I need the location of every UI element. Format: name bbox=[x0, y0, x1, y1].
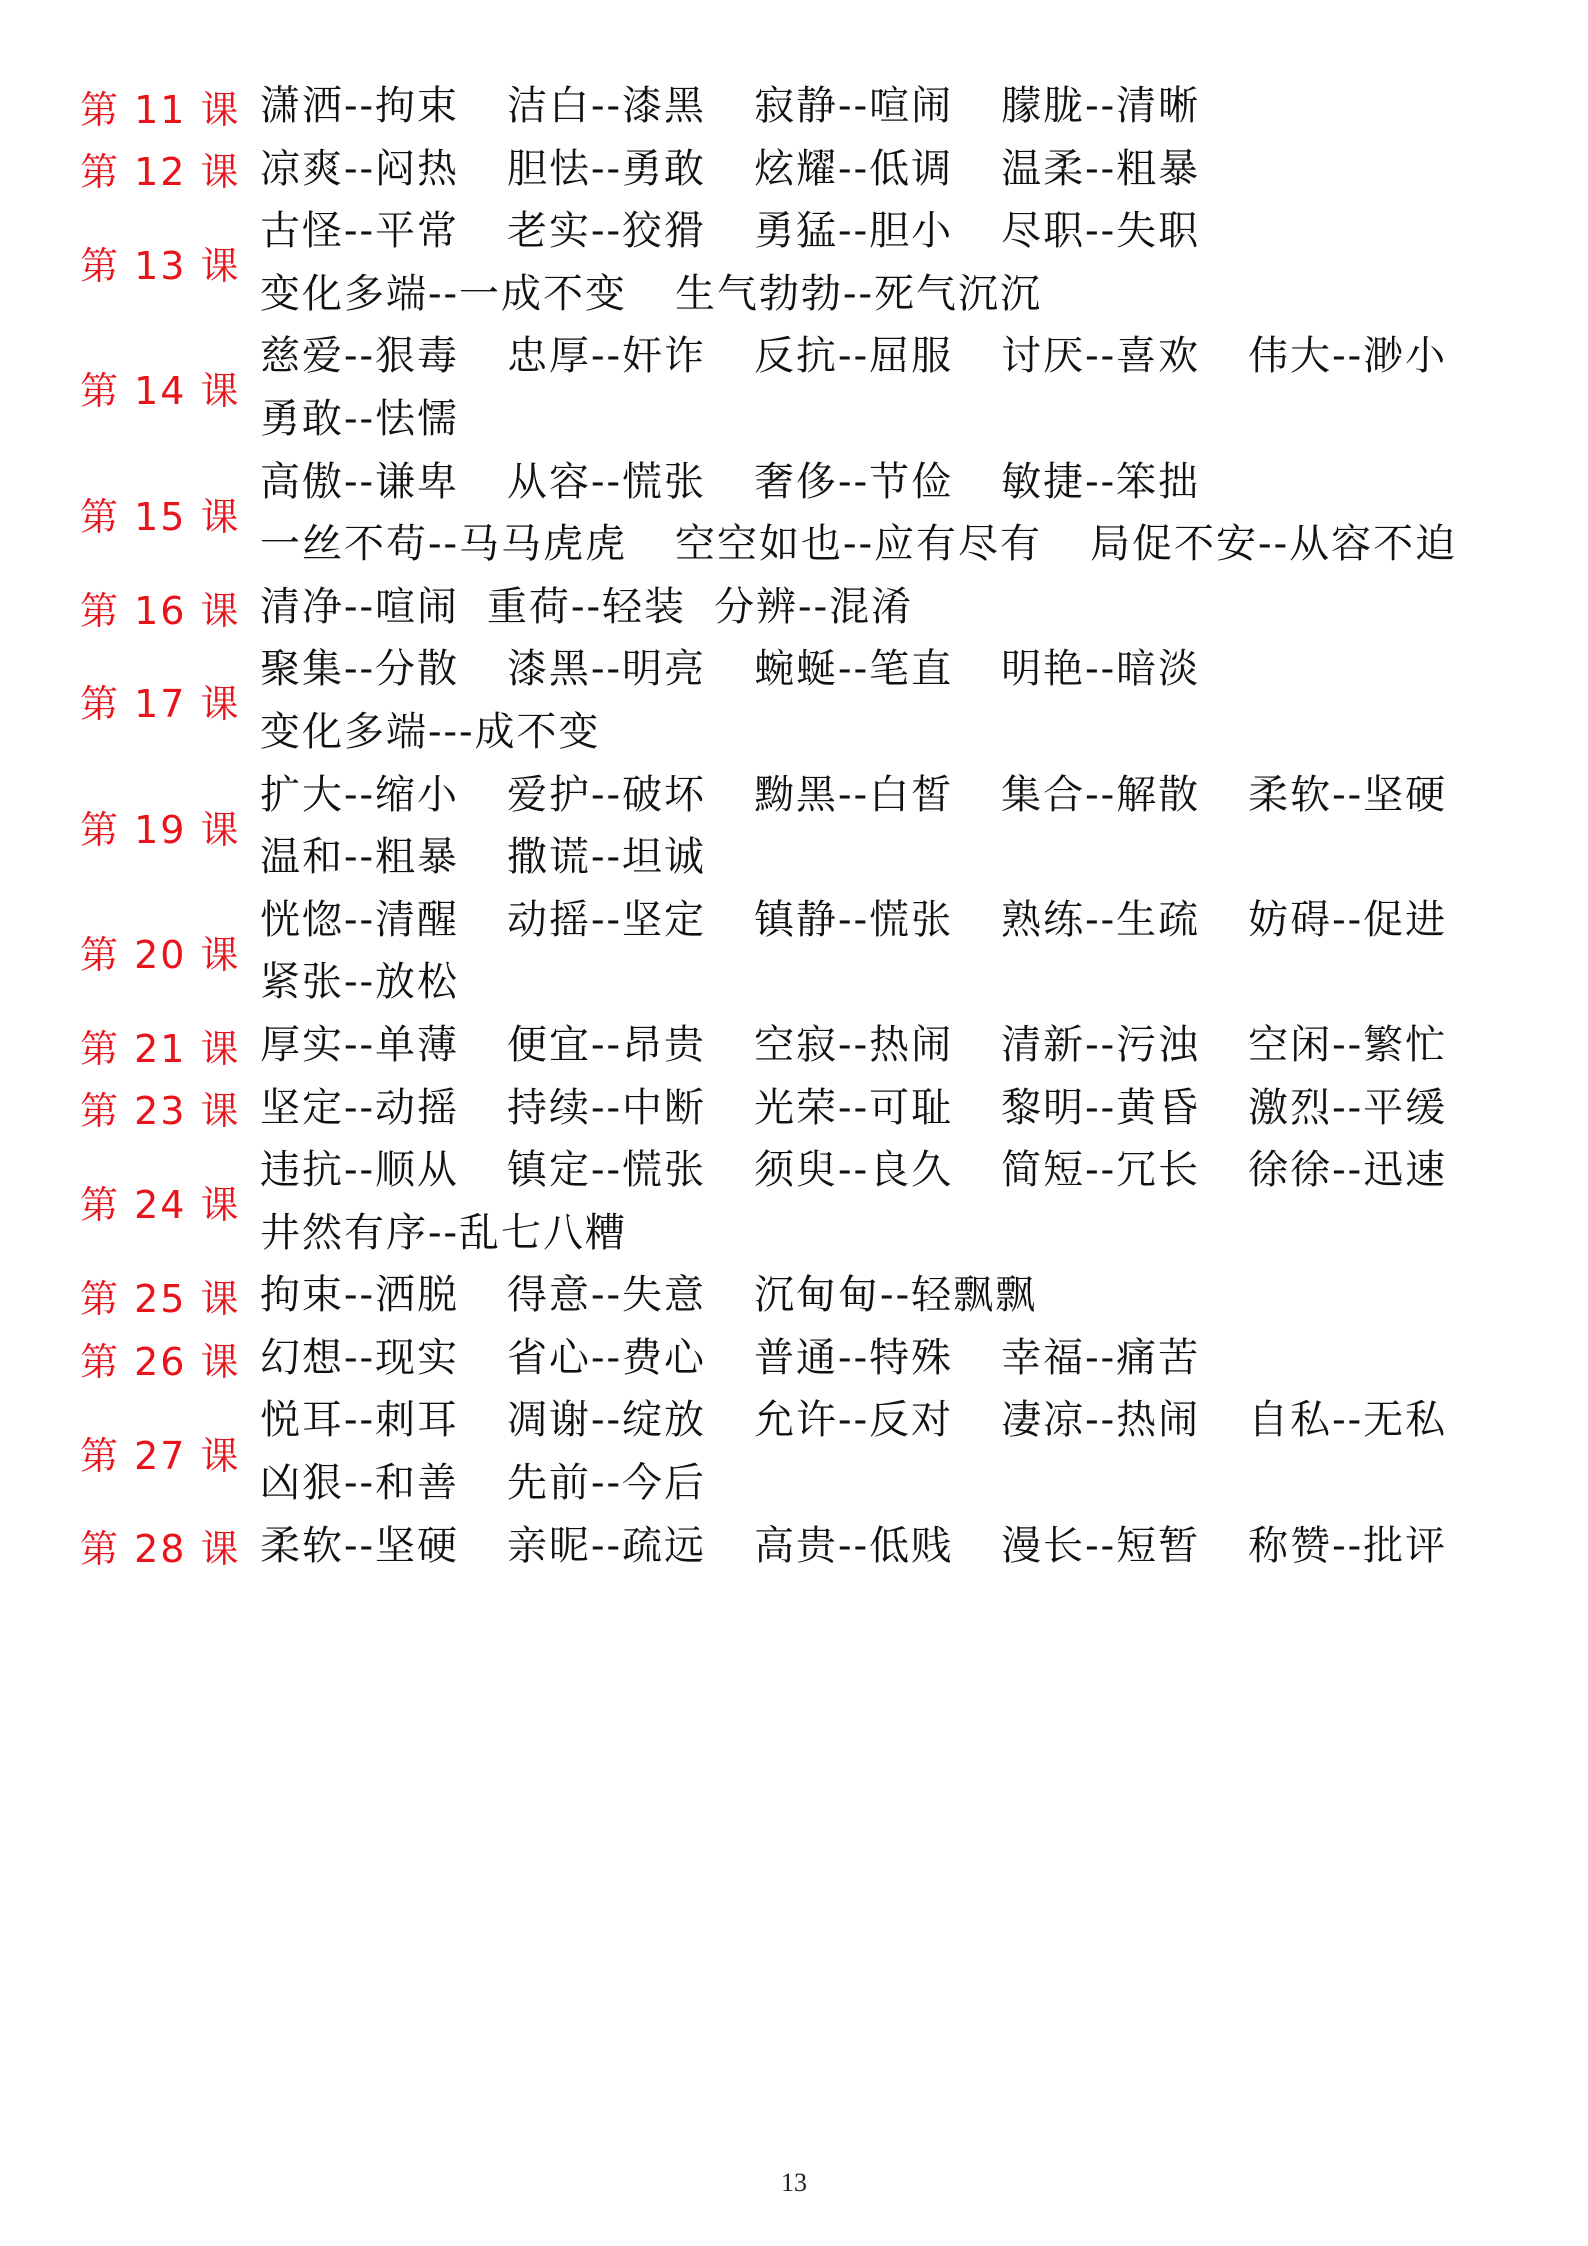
antonym-pair: 炫耀--低调 bbox=[754, 145, 954, 192]
antonym-pair: 幸福--痛苦 bbox=[1001, 1334, 1201, 1381]
antonym-pair: 潇洒--拘束 bbox=[260, 83, 460, 129]
lesson-row bbox=[80, 576, 1520, 639]
antonym-pair: 局促不安--从容不迫 bbox=[1090, 521, 1458, 568]
antonym-lines bbox=[260, 325, 1520, 450]
antonym-pair: 凉爽--闷热 bbox=[260, 145, 460, 192]
lesson-row bbox=[80, 200, 1520, 325]
antonym-pair: 爱护--破坏 bbox=[507, 771, 707, 818]
lesson-label: 第 11 课 bbox=[80, 87, 241, 132]
antonym-pair: 沉甸甸--轻飘飘 bbox=[754, 1272, 1038, 1319]
antonym-line bbox=[260, 325, 1520, 388]
antonym-pair: 古怪--平常 bbox=[260, 208, 460, 255]
antonym-line bbox=[260, 764, 1520, 827]
antonym-line bbox=[260, 889, 1520, 952]
antonym-pair: 寂静--喧闹 bbox=[754, 83, 954, 129]
antonym-pair: 空空如也--应有尽有 bbox=[675, 521, 1043, 568]
antonym-lines bbox=[260, 200, 1520, 325]
lesson-row bbox=[80, 764, 1520, 889]
antonym-pair: 重荷--轻装 bbox=[487, 583, 687, 630]
antonym-pair: 忠厚--奸诈 bbox=[507, 333, 707, 380]
antonym-pair: 勇猛--胆小 bbox=[754, 208, 954, 255]
lesson-row bbox=[80, 451, 1520, 576]
antonym-pair: 高傲--谦卑 bbox=[260, 458, 460, 505]
antonym-pair: 蜿蜒--笔直 bbox=[754, 646, 954, 693]
antonym-pair: 允许--反对 bbox=[754, 1397, 954, 1444]
antonym-line bbox=[260, 576, 1520, 639]
antonym-pair: 生气勃勃--死气沉沉 bbox=[675, 270, 1043, 317]
antonym-pair: 徐徐--迅速 bbox=[1248, 1147, 1448, 1194]
antonym-pair: 幻想--现实 bbox=[260, 1334, 460, 1381]
lesson-label: 第 25 课 bbox=[80, 1277, 241, 1322]
antonym-line bbox=[260, 701, 1520, 764]
antonym-pair: 分辨--混淆 bbox=[714, 583, 914, 630]
antonym-pair: 慈爱--狠毒 bbox=[260, 333, 460, 380]
lesson-row bbox=[80, 1077, 1520, 1140]
antonym-pair: 漆黑--明亮 bbox=[507, 646, 707, 693]
lesson-row bbox=[80, 638, 1520, 763]
lesson-row bbox=[80, 1264, 1520, 1327]
antonym-pair: 简短--冗长 bbox=[1001, 1147, 1201, 1194]
lesson-row bbox=[80, 1515, 1520, 1578]
antonym-pair: 黎明--黄昏 bbox=[1001, 1084, 1201, 1131]
antonym-pair: 光荣--可耻 bbox=[754, 1084, 954, 1131]
antonym-pair: 勇敢--怯懦 bbox=[260, 395, 460, 442]
antonym-line bbox=[260, 1014, 1520, 1077]
antonym-pair: 高贵--低贱 bbox=[754, 1522, 954, 1569]
antonym-pair: 坚定--动摇 bbox=[260, 1084, 460, 1131]
antonym-pair: 敏捷--笨拙 bbox=[1001, 458, 1201, 505]
antonym-pair: 激烈--平缓 bbox=[1248, 1084, 1448, 1131]
antonym-pair: 须臾--良久 bbox=[754, 1147, 954, 1194]
antonym-pair: 奢侈--节俭 bbox=[754, 458, 954, 505]
antonym-line bbox=[260, 1202, 1520, 1265]
lesson-label: 第 26 课 bbox=[80, 1339, 241, 1384]
antonym-lines bbox=[260, 75, 1520, 138]
antonym-pair: 井然有序--乱七八糟 bbox=[260, 1209, 628, 1256]
lesson-label: 第 14 课 bbox=[80, 369, 241, 414]
antonym-pair: 普通--特殊 bbox=[754, 1334, 954, 1381]
lesson-label: 第 15 课 bbox=[80, 494, 241, 539]
antonym-pair: 柔软--坚硬 bbox=[1248, 771, 1448, 818]
antonym-pair: 省心--费心 bbox=[507, 1334, 707, 1381]
antonym-line bbox=[260, 1327, 1520, 1390]
antonym-pair: 温柔--粗暴 bbox=[1001, 145, 1201, 192]
antonym-line bbox=[260, 951, 1520, 1014]
antonym-pair: 妨碍--促进 bbox=[1248, 896, 1448, 943]
antonym-lines bbox=[260, 1327, 1520, 1390]
antonym-pair: 恍惚--清醒 bbox=[260, 896, 460, 943]
antonym-pair: 悦耳--刺耳 bbox=[260, 1397, 460, 1444]
antonym-line bbox=[260, 1389, 1520, 1452]
antonym-pair: 空闲--繁忙 bbox=[1248, 1021, 1448, 1068]
antonym-pair: 得意--失意 bbox=[507, 1272, 707, 1319]
antonym-pair: 胆怯--勇敢 bbox=[507, 145, 707, 192]
antonym-pair: 老实--狡猾 bbox=[507, 208, 707, 255]
antonym-pair: 变化多端--一成不变 bbox=[260, 270, 628, 317]
antonym-line bbox=[260, 451, 1520, 514]
antonym-pair: 亲昵--疏远 bbox=[507, 1522, 707, 1569]
lesson-label: 第 24 课 bbox=[80, 1183, 241, 1228]
lesson-row bbox=[80, 1389, 1520, 1514]
lesson-row bbox=[80, 325, 1520, 450]
antonym-line bbox=[260, 1264, 1520, 1327]
antonym-pair: 先前--今后 bbox=[507, 1460, 707, 1507]
antonym-pair: 厚实--单薄 bbox=[260, 1021, 460, 1068]
antonym-lines bbox=[260, 576, 1520, 639]
antonym-lines bbox=[260, 1139, 1520, 1264]
lesson-label: 第 12 课 bbox=[80, 150, 241, 195]
antonym-pair: 清净--喧闹 bbox=[260, 583, 460, 630]
antonym-lines bbox=[260, 1077, 1520, 1140]
antonym-lines bbox=[260, 638, 1520, 763]
antonym-pair: 集合--解散 bbox=[1001, 771, 1201, 818]
antonym-pair: 变化多端---成不变 bbox=[260, 708, 601, 755]
antonym-pair: 自私--无私 bbox=[1248, 1397, 1448, 1444]
antonym-pair: 朦胧--清晰 bbox=[1001, 83, 1201, 129]
antonym-line bbox=[260, 826, 1520, 889]
lesson-label: 第 13 课 bbox=[80, 244, 241, 289]
lesson-label: 第 28 课 bbox=[80, 1527, 241, 1572]
antonym-lines bbox=[260, 1014, 1520, 1077]
antonym-pair: 洁白--漆黑 bbox=[507, 83, 707, 129]
antonym-pair: 反抗--屈服 bbox=[754, 333, 954, 380]
antonym-pair: 温和--粗暴 bbox=[260, 834, 460, 881]
antonym-pair: 持续--中断 bbox=[507, 1084, 707, 1131]
antonym-pair: 动摇--坚定 bbox=[507, 896, 707, 943]
antonym-pair: 违抗--顺从 bbox=[260, 1147, 460, 1194]
antonym-pair: 空寂--热闹 bbox=[754, 1021, 954, 1068]
lesson-row bbox=[80, 1014, 1520, 1077]
antonym-pair: 便宜--昂贵 bbox=[507, 1021, 707, 1068]
antonym-lines bbox=[260, 1515, 1520, 1578]
antonym-lines bbox=[260, 451, 1520, 576]
antonym-pair: 称赞--批评 bbox=[1248, 1522, 1448, 1569]
antonym-line bbox=[260, 638, 1520, 701]
antonym-pair: 尽职--失职 bbox=[1001, 208, 1201, 255]
antonym-pair: 镇静--慌张 bbox=[754, 896, 954, 943]
antonym-list bbox=[80, 75, 1520, 1577]
antonym-lines bbox=[260, 1264, 1520, 1327]
antonym-line bbox=[260, 138, 1520, 201]
antonym-pair: 凶狠--和善 bbox=[260, 1460, 460, 1507]
antonym-lines bbox=[260, 889, 1520, 1014]
antonym-lines bbox=[260, 138, 1520, 201]
antonym-pair: 柔软--坚硬 bbox=[260, 1522, 460, 1569]
antonym-line bbox=[260, 1452, 1520, 1515]
antonym-pair: 扩大--缩小 bbox=[260, 771, 460, 818]
lesson-label: 第 16 课 bbox=[80, 588, 241, 633]
lesson-label: 第 27 课 bbox=[80, 1433, 241, 1478]
antonym-pair: 清新--污浊 bbox=[1001, 1021, 1201, 1068]
antonym-line bbox=[260, 513, 1520, 576]
antonym-lines bbox=[260, 764, 1520, 889]
antonym-line bbox=[260, 388, 1520, 451]
antonym-line bbox=[260, 263, 1520, 326]
antonym-pair: 伟大--渺小 bbox=[1248, 333, 1448, 380]
page-number: 13 bbox=[781, 2168, 807, 2197]
antonym-pair: 撒谎--坦诚 bbox=[507, 834, 707, 881]
lesson-label: 第 20 课 bbox=[80, 932, 241, 977]
antonym-pair: 黝黑--白皙 bbox=[754, 771, 954, 818]
antonym-line bbox=[260, 1077, 1520, 1140]
lesson-row bbox=[80, 1139, 1520, 1264]
antonym-pair: 熟练--生疏 bbox=[1001, 896, 1201, 943]
antonym-pair: 凄凉--热闹 bbox=[1001, 1397, 1201, 1444]
lesson-label: 第 23 课 bbox=[80, 1089, 241, 1134]
antonym-pair: 聚集--分散 bbox=[260, 646, 460, 693]
lesson-label: 第 19 课 bbox=[80, 807, 241, 852]
antonym-pair: 讨厌--喜欢 bbox=[1001, 333, 1201, 380]
antonym-pair: 紧张--放松 bbox=[260, 959, 460, 1006]
lesson-row bbox=[80, 138, 1520, 201]
antonym-pair: 一丝不苟--马马虎虎 bbox=[260, 521, 628, 568]
antonym-pair: 镇定--慌张 bbox=[507, 1147, 707, 1194]
antonym-line bbox=[260, 1139, 1520, 1202]
antonym-line bbox=[260, 75, 1520, 138]
antonym-lines bbox=[260, 1389, 1520, 1514]
lesson-label: 第 21 课 bbox=[80, 1026, 241, 1071]
lesson-label: 第 17 课 bbox=[80, 682, 241, 727]
antonym-pair: 从容--慌张 bbox=[507, 458, 707, 505]
antonym-pair: 拘束--洒脱 bbox=[260, 1272, 460, 1319]
antonym-line bbox=[260, 1515, 1520, 1578]
lesson-row bbox=[80, 75, 1520, 138]
antonym-pair: 明艳--暗淡 bbox=[1001, 646, 1201, 693]
lesson-row bbox=[80, 889, 1520, 1014]
antonym-line bbox=[260, 200, 1520, 263]
antonym-pair: 漫长--短暂 bbox=[1001, 1522, 1201, 1569]
antonym-pair: 凋谢--绽放 bbox=[507, 1397, 707, 1444]
lesson-row bbox=[80, 1327, 1520, 1390]
